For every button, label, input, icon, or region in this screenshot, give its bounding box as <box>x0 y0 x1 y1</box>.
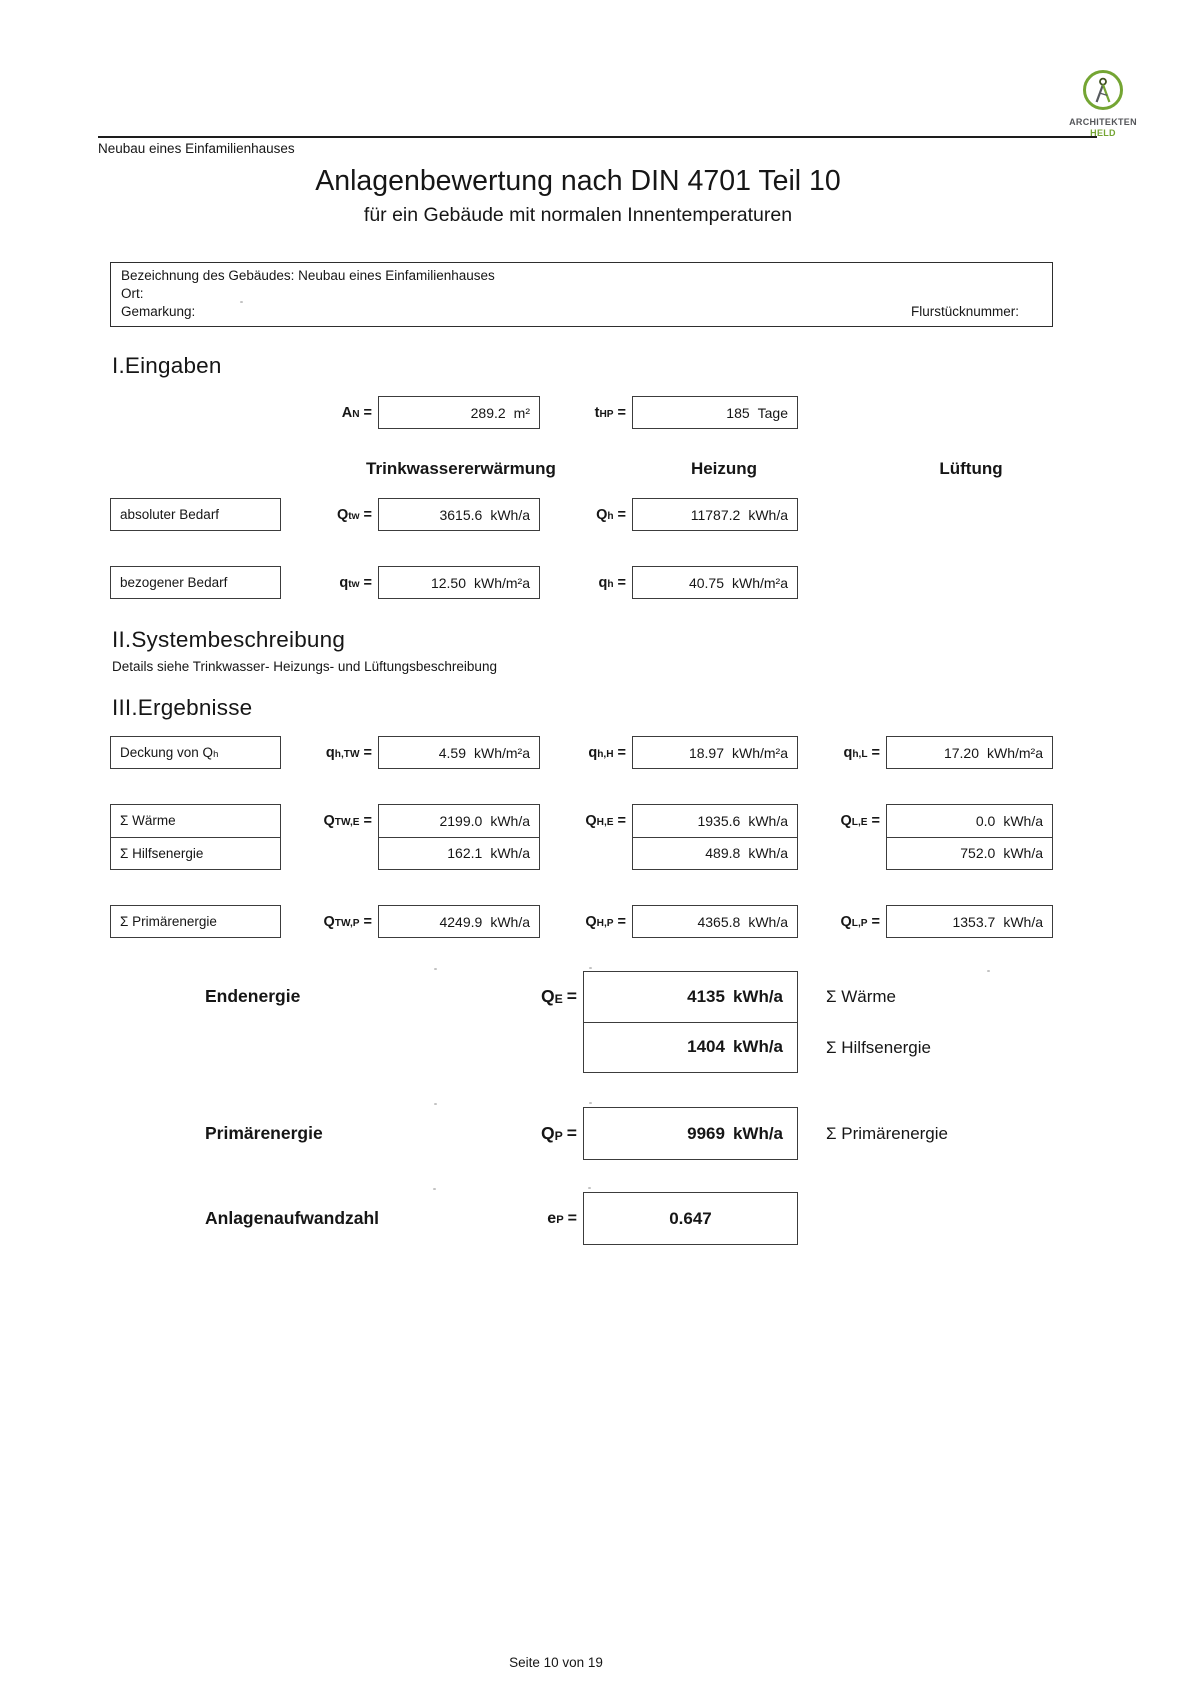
section-inputs-heading: I.Eingaben <box>112 353 222 378</box>
unit: kWh/a <box>732 986 783 1006</box>
equals-sign: = <box>617 913 626 930</box>
value-box-an <box>378 396 540 429</box>
scan-artifact <box>240 301 243 303</box>
symbol-qhh <box>524 736 626 769</box>
symbol-sub: L,E <box>851 816 868 828</box>
value-box-qh <box>632 498 798 531</box>
symbol-base: q <box>325 744 335 761</box>
label-text: Σ Hilfsenergie <box>120 845 204 861</box>
scan-artifact <box>589 967 592 969</box>
value-stack-qhe <box>632 804 798 870</box>
value: 40.75 <box>688 574 724 591</box>
section-system-heading: II.Systembeschreibung <box>112 627 346 652</box>
value-cell <box>584 1022 797 1073</box>
value-cell <box>633 805 797 837</box>
value-box-qhh <box>632 736 798 769</box>
scan-artifact <box>589 1102 592 1104</box>
symbol-sub: E <box>554 992 563 1007</box>
unit: kWh/m²a <box>732 744 788 761</box>
symbol-qe <box>430 971 577 1022</box>
unit: kWh/a <box>732 1123 783 1143</box>
value: 11787.2 <box>690 506 741 523</box>
row-label-energy-stack <box>110 804 281 870</box>
equals-sign: = <box>617 574 626 591</box>
symbol-sub: H,P <box>596 917 614 929</box>
symbol-qhl <box>778 736 880 769</box>
column-header-water: Trinkwassererwärmung <box>366 459 556 478</box>
equals-sign: = <box>566 986 577 1006</box>
unit: kWh/a <box>1003 812 1043 829</box>
symbol-qtwp <box>270 905 372 938</box>
symbol-base: Q <box>840 812 852 829</box>
unit: Tage <box>757 404 788 421</box>
symbol-an <box>270 396 372 429</box>
symbol-ep <box>430 1192 577 1245</box>
logo-wordmark <box>1051 117 1155 138</box>
symbol-base: Q <box>323 812 335 829</box>
unit: kWh/a <box>490 506 530 523</box>
unit: kWh/a <box>748 913 788 930</box>
value: 12.50 <box>430 574 466 591</box>
column-header-ventilation: Lüftung <box>939 459 1003 478</box>
row-label-absolute <box>110 498 281 531</box>
value: 1353.7 <box>952 913 996 930</box>
value: 18.97 <box>688 744 724 761</box>
value-cell <box>633 837 797 870</box>
symbol-base: e <box>547 1209 557 1227</box>
symbol-base: A <box>341 404 353 421</box>
symbol-sub: h,H <box>597 748 614 760</box>
page-footer: Seite 10 von 19 <box>509 1655 603 1670</box>
label-text: absoluter Bedarf <box>120 507 220 522</box>
symbol-base: Q <box>585 812 597 829</box>
building-ort-label: Ort: <box>121 286 144 301</box>
page-title: Anlagenbewertung nach DIN 4701 Teil 10 <box>315 165 841 197</box>
value: 2199.0 <box>439 812 483 829</box>
symbol-qlp <box>778 905 880 938</box>
building-gemarkung-label: Gemarkung: <box>121 304 196 319</box>
symbol-sub: TW,E <box>334 816 360 828</box>
symbol-sub: tw <box>348 578 360 590</box>
value: 4135 <box>687 986 725 1006</box>
scan-artifact <box>434 1103 437 1105</box>
side-label-warm: Σ Wärme <box>826 986 897 1006</box>
equals-sign: = <box>363 404 372 421</box>
symbol-qhp <box>524 905 626 938</box>
system-note: Details siehe Trinkwasser- Heizungs- und Lüftungsbeschreibung <box>112 659 497 674</box>
value-box-qlp <box>886 905 1053 938</box>
equals-sign: = <box>617 744 626 761</box>
symbol-base: q <box>843 744 853 761</box>
symbol-qh <box>524 498 626 531</box>
unit: kWh/a <box>748 845 788 862</box>
row-label-aux <box>111 837 280 870</box>
column-header-heating: Heizung <box>690 459 758 478</box>
label-text: Σ Primärenergie <box>120 914 217 929</box>
equals-sign: = <box>567 1209 577 1227</box>
symbol-sub: h,TW <box>334 748 360 760</box>
value-box-qp <box>583 1107 798 1160</box>
equals-sign: = <box>871 913 880 930</box>
unit: kWh/a <box>490 845 530 862</box>
value: 3615.6 <box>439 506 483 523</box>
building-info-box <box>110 262 1053 327</box>
unit: kWh/m²a <box>987 744 1043 761</box>
value-box-qhtw <box>378 736 540 769</box>
unit: kWh/m²a <box>474 574 530 591</box>
value-box-qh-specific <box>632 566 798 599</box>
symbol-thp <box>524 396 626 429</box>
unit: kWh/m²a <box>732 574 788 591</box>
equals-sign: = <box>871 812 880 829</box>
summary-title-expenditure: Anlagenaufwandzahl <box>205 1208 380 1228</box>
value-stack-qe <box>583 971 798 1073</box>
label-text: bezogener Bedarf <box>120 575 228 590</box>
unit: kWh/a <box>748 812 788 829</box>
symbol-sub: H,E <box>596 816 614 828</box>
building-flurstueck-label: Flurstücknummer: <box>910 304 1019 319</box>
symbol-qle <box>778 804 880 837</box>
value: 9969 <box>687 1123 725 1143</box>
symbol-qhe <box>524 804 626 837</box>
value: 289.2 <box>470 404 506 421</box>
symbol-qh-specific <box>524 566 626 599</box>
summary-title-end-energy: Endenergie <box>205 986 301 1006</box>
value: 489.8 <box>705 845 741 862</box>
symbol-sub: h <box>607 510 614 522</box>
compass-icon <box>1092 77 1114 104</box>
equals-sign: = <box>617 506 626 523</box>
value-stack-qle <box>886 804 1053 870</box>
equals-sign: = <box>363 506 372 523</box>
scan-artifact <box>987 970 990 972</box>
symbol-base: Q <box>596 506 608 523</box>
value-box-qhl <box>886 736 1053 769</box>
row-label-primary <box>110 905 281 938</box>
value: 752.0 <box>960 845 996 862</box>
symbol-sub: P <box>556 1214 564 1227</box>
symbol-sub: N <box>352 408 360 420</box>
symbol-qp <box>430 1107 577 1160</box>
unit: kWh/m²a <box>474 744 530 761</box>
value: 4.59 <box>438 744 466 761</box>
symbol-base: q <box>588 744 598 761</box>
section-results-heading: III.Ergebnisse <box>112 695 253 720</box>
value-cell <box>379 837 539 870</box>
logo-line2: HELD <box>1090 127 1116 138</box>
symbol-sub: h <box>607 578 614 590</box>
equals-sign: = <box>871 744 880 761</box>
symbol-sub: tw <box>348 510 360 522</box>
page-subtitle: für ein Gebäude mit normalen Innentemperaturen <box>363 204 793 226</box>
label-text: Σ Wärme <box>120 813 176 829</box>
unit: kWh/a <box>490 812 530 829</box>
value: 185 <box>726 404 750 421</box>
value-box-qtw <box>378 498 540 531</box>
value-box-qhp <box>632 905 798 938</box>
unit: m² <box>513 404 530 421</box>
symbol-base: q <box>598 574 608 591</box>
label-sub: h <box>213 748 219 760</box>
value-box-ep <box>583 1192 798 1245</box>
symbol-qhtw <box>270 736 372 769</box>
summary-title-primary-energy: Primärenergie <box>205 1123 323 1143</box>
value-stack-qtwe <box>378 804 540 870</box>
value-box-thp <box>632 396 798 429</box>
building-name-line: Bezeichnung des Gebäudes: Neubau eines Einfamilienhauses <box>121 268 495 283</box>
scan-artifact <box>433 1188 436 1190</box>
unit: kWh/a <box>1003 913 1043 930</box>
symbol-base: Q <box>585 913 597 930</box>
side-label-aux: Σ Hilfsenergie <box>826 1037 931 1057</box>
value: 0.0 <box>975 812 996 829</box>
equals-sign: = <box>363 812 372 829</box>
symbol-qtwe <box>270 804 372 837</box>
value: 162.1 <box>447 845 483 862</box>
architekten-held-logo <box>1083 70 1123 110</box>
equals-sign: = <box>617 812 626 829</box>
equals-sign: = <box>617 404 626 421</box>
unit: kWh/a <box>1003 845 1043 862</box>
symbol-sub: L,P <box>851 917 868 929</box>
project-name: Neubau eines Einfamilienhauses <box>98 141 295 156</box>
scan-artifact <box>588 1187 591 1189</box>
row-label-warm <box>111 805 280 837</box>
symbol-base: Q <box>540 1123 555 1143</box>
symbol-base: t <box>594 404 600 421</box>
equals-sign: = <box>363 574 372 591</box>
symbol-qtw <box>270 498 372 531</box>
symbol-base: Q <box>323 913 335 930</box>
value-cell <box>584 972 797 1022</box>
symbol-sub: HP <box>599 408 614 420</box>
value: 1404 <box>687 1037 725 1057</box>
equals-sign: = <box>363 913 372 930</box>
unit: kWh/a <box>732 1037 783 1057</box>
value-cell <box>887 837 1052 870</box>
value: 1935.6 <box>697 812 741 829</box>
symbol-sub: h,L <box>852 748 868 760</box>
value-box-qtw-specific <box>378 566 540 599</box>
row-label-specific <box>110 566 281 599</box>
symbol-sub: P <box>554 1129 563 1144</box>
unit: kWh/a <box>748 506 788 523</box>
side-label-primary: Σ Primärenergie <box>826 1123 948 1143</box>
unit: kWh/a <box>490 913 530 930</box>
equals-sign: = <box>363 744 372 761</box>
symbol-base: q <box>339 574 349 591</box>
symbol-qtw-specific <box>270 566 372 599</box>
logo-line1: ARCHITEKTEN <box>1069 117 1137 127</box>
value-cell <box>379 805 539 837</box>
header-rule <box>98 136 1097 138</box>
symbol-sub: TW,P <box>334 917 360 929</box>
value: 17.20 <box>943 744 979 761</box>
symbol-base: Q <box>840 913 852 930</box>
equals-sign: = <box>566 1123 577 1143</box>
row-label-coverage <box>110 736 281 769</box>
symbol-base: Q <box>337 506 349 523</box>
label-text: Deckung von Q <box>120 745 214 760</box>
value-cell <box>887 805 1052 837</box>
scan-artifact <box>434 968 437 970</box>
value: 0.647 <box>669 1208 712 1228</box>
value: 4249.9 <box>439 913 483 930</box>
value-box-qtwp <box>378 905 540 938</box>
value: 4365.8 <box>697 913 741 930</box>
symbol-base: Q <box>540 986 555 1006</box>
